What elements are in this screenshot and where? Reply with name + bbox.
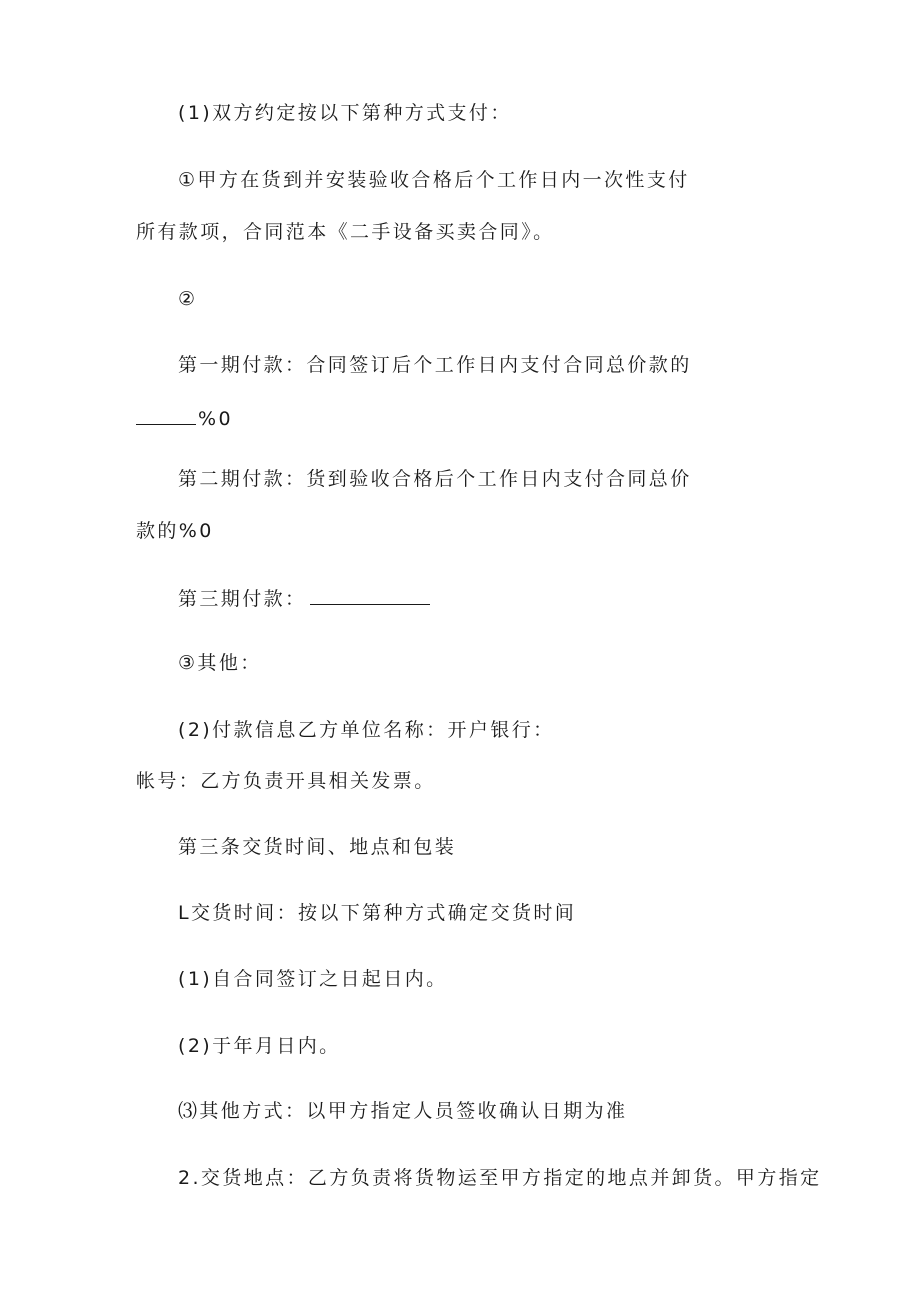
first-installment-percent (136, 408, 233, 429)
delivery-location-clause: 2.交货地点：乙方负责将货物运至甲方指定的地点并卸货。甲方指定 (178, 1167, 822, 1189)
second-installment-line-2: 款的%0 (136, 520, 214, 542)
first-installment-clause: 第一期付款：合同签订后个工作日内支付合同总价款的 (178, 354, 692, 376)
fill-in-blank (310, 590, 430, 605)
payment-info-line-1: (2)付款信息乙方单位名称：开户银行： (178, 719, 555, 741)
payment-option-2-marker: ② (178, 288, 198, 310)
payment-method-clause: (1)双方约定按以下第种方式支付： (178, 102, 512, 124)
second-installment-line-1: 第二期付款：货到验收合格后个工作日内支付合同总价 (178, 468, 692, 490)
third-installment-label: 第三期付款： (178, 588, 307, 610)
payment-info-line-2: 帐号：乙方负责开具相关发票。 (136, 770, 436, 792)
fill-in-blank (136, 408, 196, 425)
delivery-option-3: ⑶其他方式：以甲方指定人员签收确认日期为准 (178, 1100, 628, 1122)
delivery-option-2: (2)于年月日内。 (178, 1035, 341, 1057)
third-installment-clause (178, 590, 430, 609)
payment-option-3-other: ③其他： (178, 652, 262, 674)
first-installment-percent-text: %0 (198, 408, 233, 430)
payment-option-1-line-2: 所有款项，合同范本《二手设备买卖合同》。 (136, 221, 555, 243)
delivery-option-1: (1)自合同签订之日起日内。 (178, 968, 448, 990)
delivery-time-clause: L交货时间：按以下第种方式确定交货时间 (178, 902, 577, 924)
article-3-heading: 第三条交货时间、地点和包装 (178, 836, 457, 858)
payment-option-1-line-1: ①甲方在货到并安装验收合格后个工作日内一次性支付 (178, 169, 690, 191)
